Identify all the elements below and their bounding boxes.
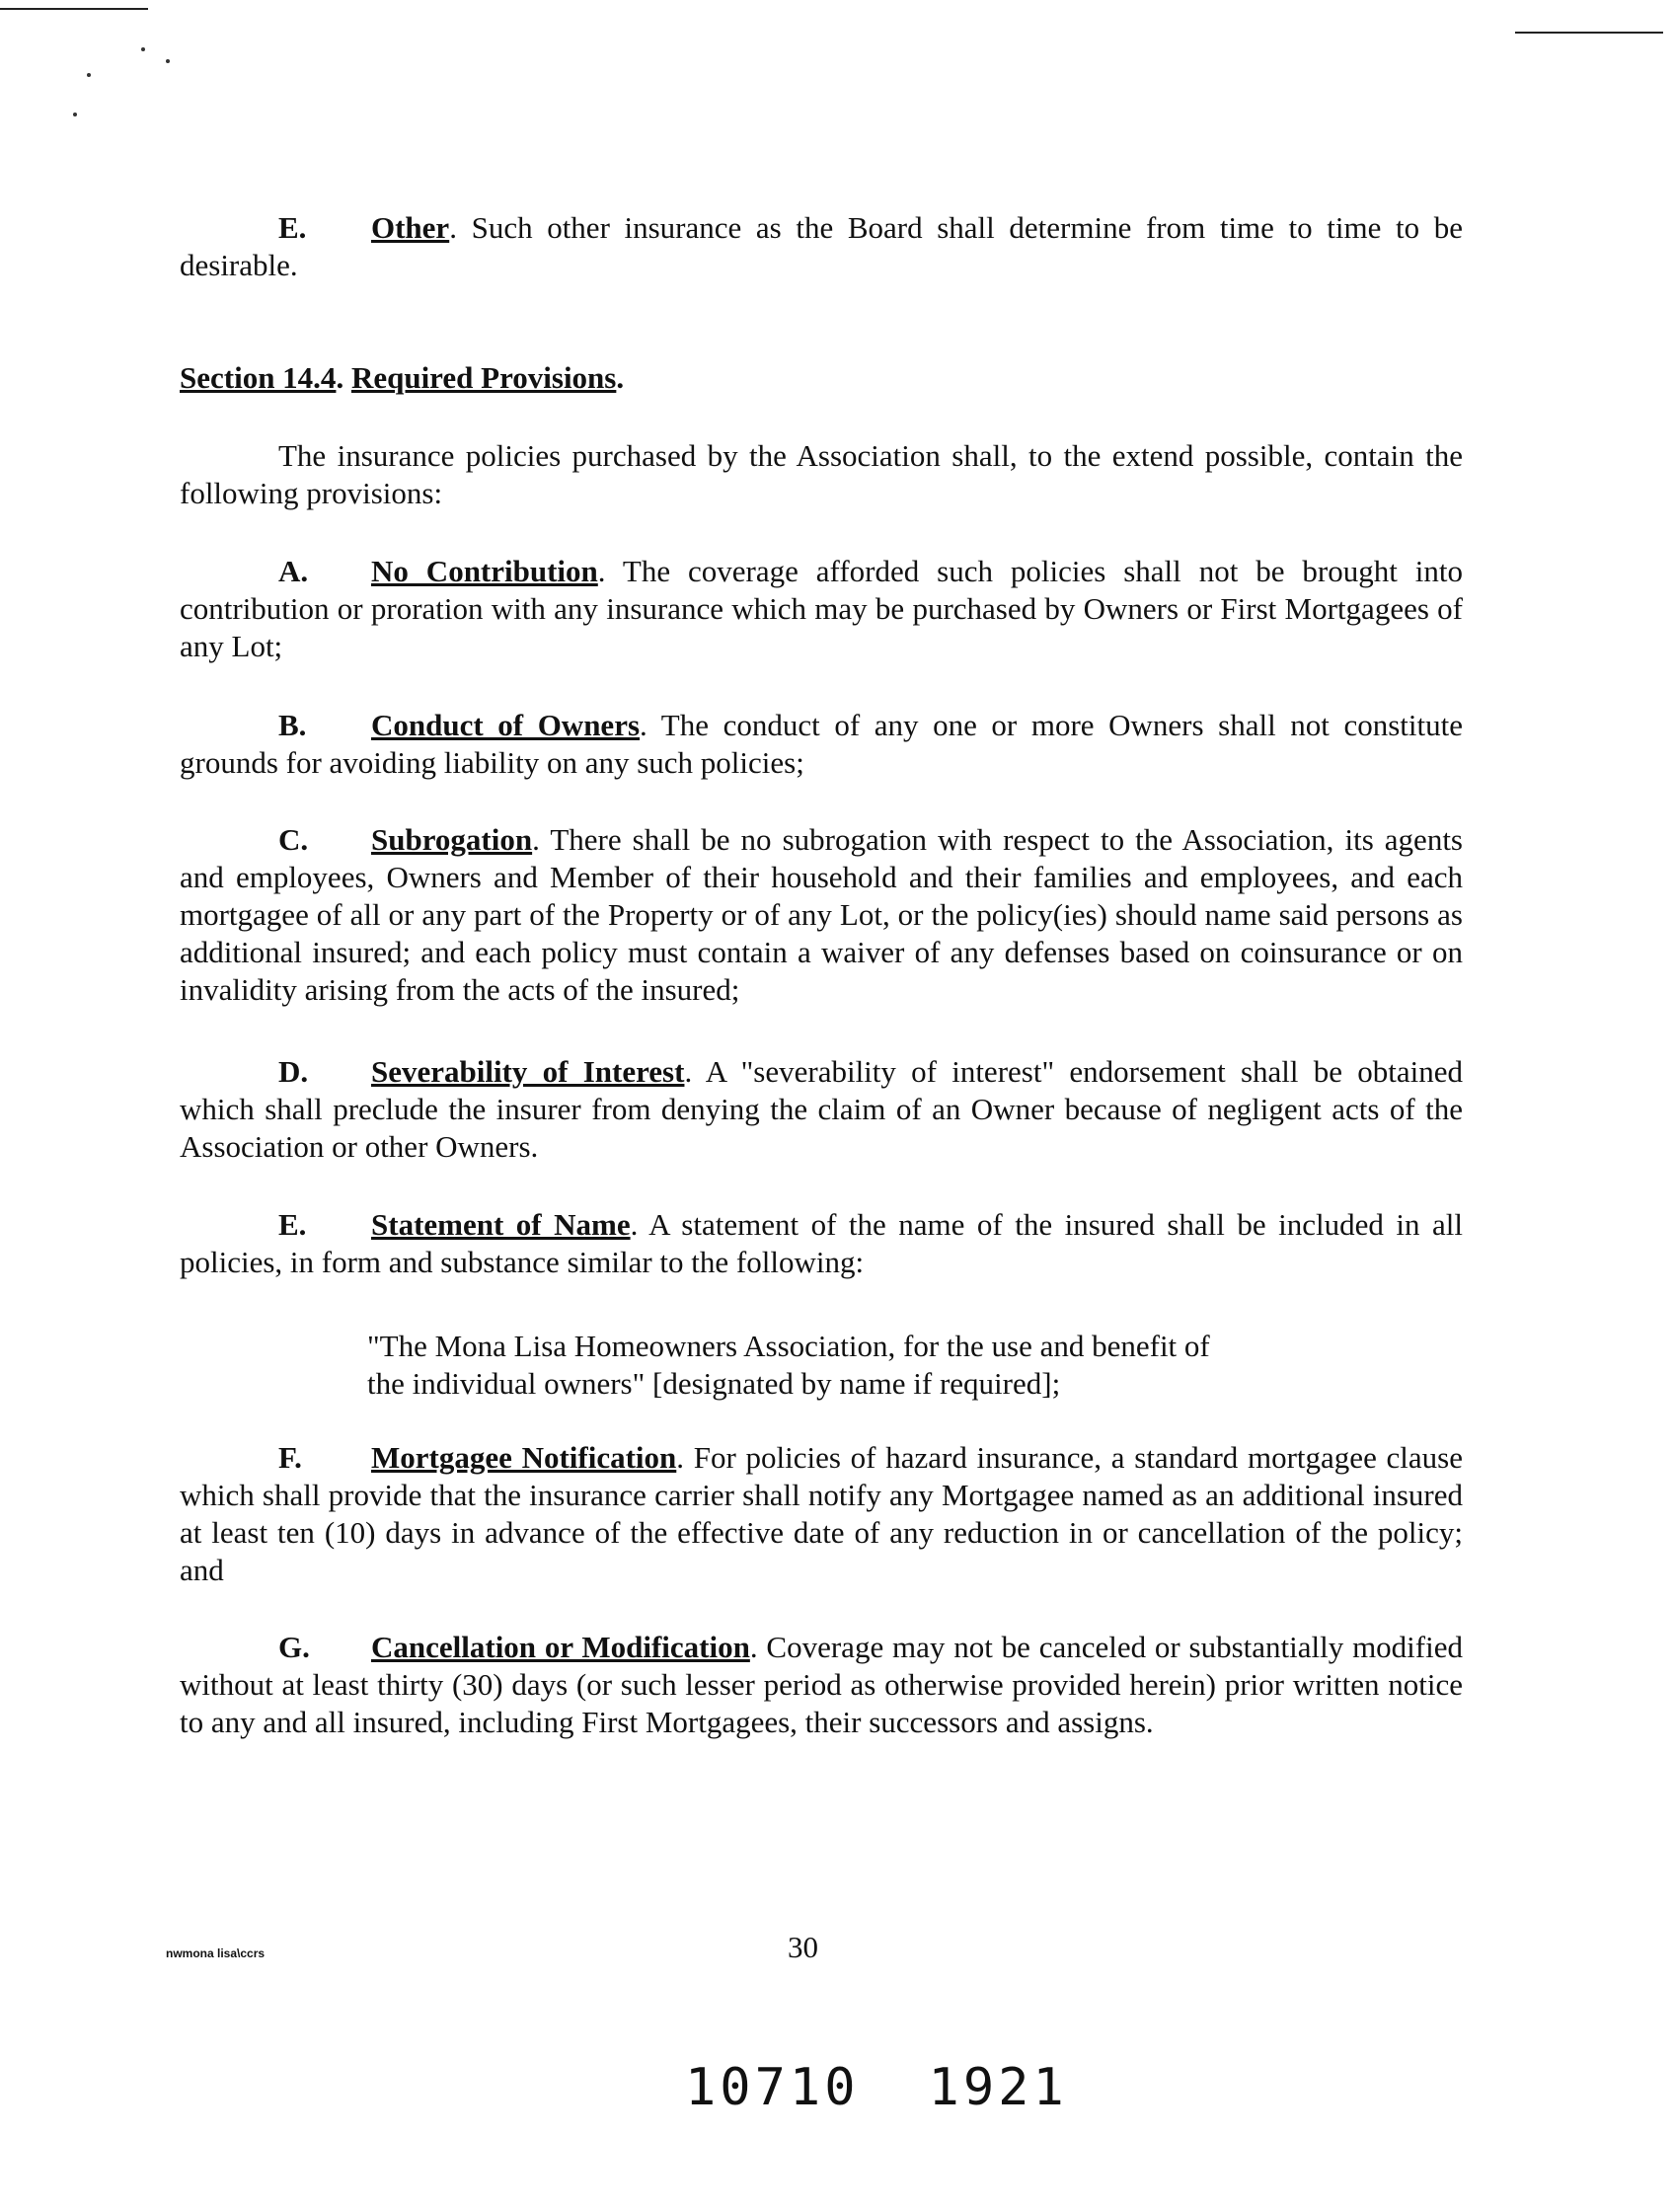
provision-heading: No Contribution <box>371 554 598 588</box>
provision-text: . The coverage afforded such policies shall not be brought into contribution or proration with any insurance which may be purchased by Owners or First Mortgagees of any Lot; <box>180 554 1463 663</box>
provision-heading: Mortgagee Notification <box>371 1440 677 1475</box>
section-end: . <box>616 360 625 395</box>
scan-speck <box>87 73 91 77</box>
provision-e <box>180 1206 1463 1281</box>
provision-text: . There shall be no subrogation with respect to the Association, its agents and employees, Owners and Member of their household and their families and employees, and each mortgagee of all or any part of the Property or of any Lot, or the policy(ies) should name said persons as additional insured; and each policy must contain a waiver of any defenses based on coinsurance or on invalidity arising from the acts of the insured; <box>180 822 1463 1007</box>
scan-speck <box>73 113 77 116</box>
provision-text: . A "severability of interest" endorsement shall be obtained which shall preclude the insurer from denying the claim of an Owner because of negligent acts of the Association or other Owners. <box>180 1054 1463 1164</box>
insured-name-quote <box>367 1328 1305 1403</box>
provision-label: E. <box>278 1207 307 1242</box>
item-label: E. <box>278 210 307 245</box>
provision-label: C. <box>278 822 309 857</box>
recording-number-left: 10710 <box>685 2058 860 2117</box>
provision-text: . The conduct of any one or more Owners shall not constitute grounds for avoiding liability on any such policies; <box>180 708 1464 780</box>
section-number: Section 14.4 <box>180 360 337 395</box>
provision-text: . For policies of hazard insurance, a standard mortgagee clause which shall provide that the insurance carrier shall notify any Mortgagee named as an additional insured at least ten (10) days in advance of the effective date of any reduction in or cancellation of the policy; and <box>180 1440 1463 1587</box>
section-separator: . <box>336 360 351 395</box>
provision-heading: Subrogation <box>371 822 533 857</box>
provision-g <box>180 1629 1463 1741</box>
item-text: . Such other insurance as the Board shall determine from time to time to be desirable. <box>180 210 1463 282</box>
recording-number-right: 1921 <box>928 2058 1068 2117</box>
provision-f <box>180 1439 1463 1589</box>
quote-line-1: "The Mona Lisa Homeowners Association, for the use and benefit of <box>367 1329 1210 1363</box>
section-heading: Required Provisions <box>350 360 617 395</box>
provision-label: A. <box>278 554 309 588</box>
intro-paragraph: The insurance policies purchased by the Association shall, to the extend possible, contain the following provisions: <box>180 438 1463 510</box>
provision-text: . A statement of the name of the insured shall be included in all policies, in form and substance similar to the following: <box>180 1207 1463 1279</box>
scan-speck <box>141 47 145 51</box>
recording-number <box>685 2058 1068 2117</box>
provision-heading: Conduct of Owners <box>371 708 641 742</box>
provision-heading: Statement of Name <box>371 1207 631 1242</box>
provision-c <box>180 821 1463 1009</box>
provision-label: G. <box>278 1630 310 1664</box>
provision-text: . Coverage may not be canceled or substantially modified without at least thirty (30) days (or such lesser period as otherwise provided herein) prior written notice to any and all insured, including First Mortgagees, their successors and assigns. <box>180 1630 1463 1739</box>
scan-artifact-line <box>0 8 148 10</box>
provision-label: D. <box>278 1054 309 1089</box>
provision-label: B. <box>278 708 307 742</box>
section-title <box>180 360 624 396</box>
provision-d <box>180 1053 1463 1166</box>
scan-artifact-line <box>1515 32 1663 34</box>
provision-heading: Cancellation or Modification <box>371 1630 750 1664</box>
provision-label: F. <box>278 1440 302 1475</box>
scan-speck <box>166 59 170 63</box>
paragraph-e-other <box>180 209 1463 284</box>
page-number: 30 <box>788 1930 818 1964</box>
quote-line-2: the individual owners" [designated by name if required]; <box>367 1366 1061 1401</box>
provision-b <box>180 707 1463 782</box>
file-reference: nwmona lisa\ccrs <box>166 1946 266 1960</box>
item-heading: Other <box>371 210 450 245</box>
provision-a <box>180 553 1463 665</box>
provision-heading: Severability of Interest <box>371 1054 685 1089</box>
